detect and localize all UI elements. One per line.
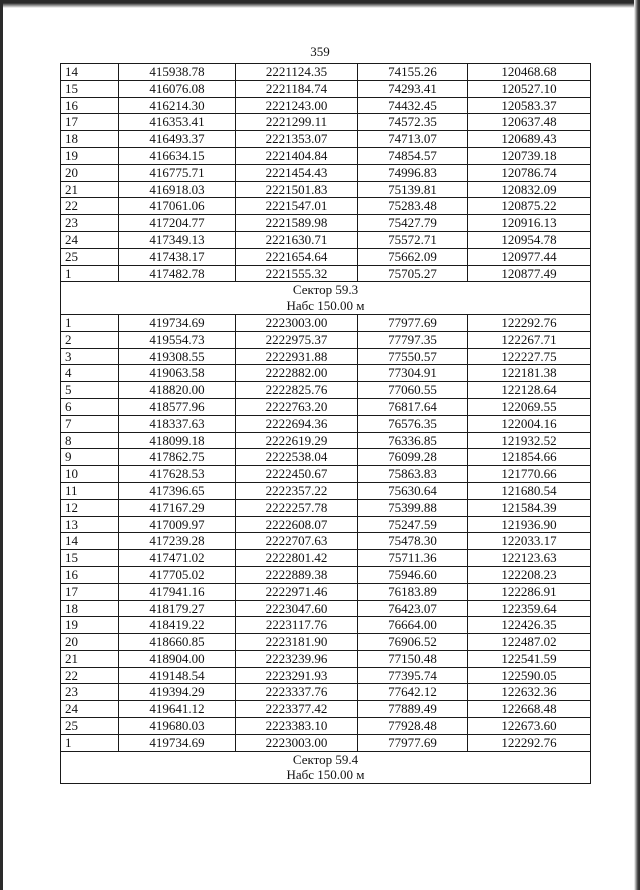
coord-x-cell: 416214.30 <box>119 97 236 114</box>
coord-y-cell: 2222882.00 <box>236 365 358 382</box>
point-number-cell: 9 <box>61 449 119 466</box>
local-y-cell: 121584.39 <box>468 499 591 516</box>
local-y-cell: 122123.63 <box>468 550 591 567</box>
point-number-cell: 12 <box>61 499 119 516</box>
point-number-cell: 16 <box>61 566 119 583</box>
table-row <box>61 650 591 667</box>
table-row <box>61 398 591 415</box>
point-number-cell: 11 <box>61 482 119 499</box>
coord-x-cell: 418419.22 <box>119 617 236 634</box>
table-row <box>61 248 591 265</box>
table-row <box>61 449 591 466</box>
local-x-cell: 75705.27 <box>358 265 468 282</box>
coord-x-cell: 415938.78 <box>119 64 236 81</box>
local-x-cell: 76336.85 <box>358 432 468 449</box>
coord-x-cell: 418660.85 <box>119 634 236 651</box>
sector-header-row <box>61 282 591 315</box>
coord-x-cell: 417239.28 <box>119 533 236 550</box>
coord-x-cell: 417862.75 <box>119 449 236 466</box>
coord-y-cell: 2222825.76 <box>236 382 358 399</box>
coord-y-cell: 2221555.32 <box>236 265 358 282</box>
point-number-cell: 10 <box>61 466 119 483</box>
coord-x-cell: 417061.06 <box>119 198 236 215</box>
table-row <box>61 331 591 348</box>
point-number-cell: 24 <box>61 701 119 718</box>
sector-59-4-header <box>61 751 591 784</box>
table-row <box>61 215 591 232</box>
table-row <box>61 466 591 483</box>
local-x-cell: 75247.59 <box>358 516 468 533</box>
table-row <box>61 432 591 449</box>
local-x-cell: 75630.64 <box>358 482 468 499</box>
local-x-cell: 77304.91 <box>358 365 468 382</box>
local-y-cell: 120954.78 <box>468 231 591 248</box>
local-y-cell: 122227.75 <box>468 348 591 365</box>
coord-x-cell: 417349.13 <box>119 231 236 248</box>
local-y-cell: 121680.54 <box>468 482 591 499</box>
coord-y-cell: 2221299.11 <box>236 114 358 131</box>
local-x-cell: 77150.48 <box>358 650 468 667</box>
table-row <box>61 684 591 701</box>
local-x-cell: 74432.45 <box>358 97 468 114</box>
local-y-cell: 120527.10 <box>468 80 591 97</box>
coord-x-cell: 419554.73 <box>119 331 236 348</box>
point-number-cell: 22 <box>61 198 119 215</box>
table-row <box>61 499 591 516</box>
coord-x-cell: 419308.55 <box>119 348 236 365</box>
coord-x-cell: 416775.71 <box>119 164 236 181</box>
coord-x-cell: 417471.02 <box>119 550 236 567</box>
local-y-cell: 120739.18 <box>468 147 591 164</box>
point-number-cell: 23 <box>61 215 119 232</box>
local-x-cell: 74572.35 <box>358 114 468 131</box>
coord-x-cell: 418904.00 <box>119 650 236 667</box>
table-row <box>61 147 591 164</box>
coord-y-cell: 2222450.67 <box>236 466 358 483</box>
table-row <box>61 97 591 114</box>
point-number-cell: 7 <box>61 415 119 432</box>
local-x-cell: 75139.81 <box>358 181 468 198</box>
point-number-cell: 15 <box>61 550 119 567</box>
coord-y-cell: 2223047.60 <box>236 600 358 617</box>
table-row <box>61 382 591 399</box>
page-number: 359 <box>310 44 330 59</box>
local-y-cell: 120637.48 <box>468 114 591 131</box>
coord-x-cell: 417204.77 <box>119 215 236 232</box>
local-y-cell: 120977.44 <box>468 248 591 265</box>
local-x-cell: 74293.41 <box>358 80 468 97</box>
coord-y-cell: 2222257.78 <box>236 499 358 516</box>
local-x-cell: 77060.55 <box>358 382 468 399</box>
coord-y-cell: 2222763.20 <box>236 398 358 415</box>
coord-y-cell: 2222801.42 <box>236 550 358 567</box>
table-row <box>61 114 591 131</box>
coord-x-cell: 417482.78 <box>119 265 236 282</box>
table-row <box>61 617 591 634</box>
coord-x-cell: 418337.63 <box>119 415 236 432</box>
local-x-cell: 77889.49 <box>358 701 468 718</box>
point-number-cell: 25 <box>61 248 119 265</box>
local-x-cell: 76423.07 <box>358 600 468 617</box>
coord-x-cell: 418820.00 <box>119 382 236 399</box>
coord-x-cell: 417009.97 <box>119 516 236 533</box>
local-x-cell: 76817.64 <box>358 398 468 415</box>
local-y-cell: 122069.55 <box>468 398 591 415</box>
block-top-body <box>61 64 591 282</box>
coord-y-cell: 2222707.63 <box>236 533 358 550</box>
local-y-cell: 122004.16 <box>468 415 591 432</box>
coord-y-cell: 2222608.07 <box>236 516 358 533</box>
table-row <box>61 365 591 382</box>
point-number-cell: 17 <box>61 114 119 131</box>
local-y-cell: 122359.64 <box>468 600 591 617</box>
local-x-cell: 77550.57 <box>358 348 468 365</box>
local-x-cell: 77928.48 <box>358 718 468 735</box>
sector-title: Сектор 59.4 <box>292 751 359 767</box>
local-x-cell: 74713.07 <box>358 131 468 148</box>
local-x-cell: 75427.79 <box>358 215 468 232</box>
point-number-cell: 1 <box>61 734 119 751</box>
point-number-cell: 21 <box>61 650 119 667</box>
point-number-cell: 20 <box>61 164 119 181</box>
coord-x-cell: 417705.02 <box>119 566 236 583</box>
point-number-cell: 17 <box>61 583 119 600</box>
table-row <box>61 583 591 600</box>
table-row <box>61 634 591 651</box>
coord-y-cell: 2221589.98 <box>236 215 358 232</box>
coord-y-cell: 2221654.64 <box>236 248 358 265</box>
scan-edge-top <box>0 0 640 8</box>
sector-height: Набс 150.00 м <box>286 767 365 783</box>
coord-y-cell: 2222971.46 <box>236 583 358 600</box>
coord-y-cell: 2222619.29 <box>236 432 358 449</box>
coord-y-cell: 2223117.76 <box>236 617 358 634</box>
table-row <box>61 415 591 432</box>
local-x-cell: 74996.83 <box>358 164 468 181</box>
point-number-cell: 8 <box>61 432 119 449</box>
coord-x-cell: 417438.17 <box>119 248 236 265</box>
point-number-cell: 6 <box>61 398 119 415</box>
local-y-cell: 121770.66 <box>468 466 591 483</box>
point-number-cell: 25 <box>61 718 119 735</box>
coord-y-cell: 2221404.84 <box>236 147 358 164</box>
table-row <box>61 164 591 181</box>
coord-x-cell: 417941.16 <box>119 583 236 600</box>
coord-x-cell: 416076.08 <box>119 80 236 97</box>
scan-edge-right <box>634 0 640 890</box>
table-row <box>61 265 591 282</box>
local-y-cell: 121854.66 <box>468 449 591 466</box>
point-number-cell: 15 <box>61 80 119 97</box>
coord-y-cell: 2221547.01 <box>236 198 358 215</box>
coord-y-cell: 2221454.43 <box>236 164 358 181</box>
coord-y-cell: 2221184.74 <box>236 80 358 97</box>
local-x-cell: 77642.12 <box>358 684 468 701</box>
coord-x-cell: 418099.18 <box>119 432 236 449</box>
point-number-cell: 13 <box>61 516 119 533</box>
local-x-cell: 75863.83 <box>358 466 468 483</box>
local-y-cell: 120786.74 <box>468 164 591 181</box>
coord-y-cell: 2221353.07 <box>236 131 358 148</box>
local-x-cell: 75662.09 <box>358 248 468 265</box>
table-row <box>61 131 591 148</box>
table-row <box>61 314 591 331</box>
coord-x-cell: 419734.69 <box>119 734 236 751</box>
point-number-cell: 18 <box>61 600 119 617</box>
local-y-cell: 122668.48 <box>468 701 591 718</box>
coord-y-cell: 2223337.76 <box>236 684 358 701</box>
point-number-cell: 5 <box>61 382 119 399</box>
local-y-cell: 122292.76 <box>468 734 591 751</box>
coord-x-cell: 416353.41 <box>119 114 236 131</box>
point-number-cell: 16 <box>61 97 119 114</box>
local-y-cell: 122487.02 <box>468 634 591 651</box>
coord-x-cell: 418179.27 <box>119 600 236 617</box>
local-y-cell: 120916.13 <box>468 215 591 232</box>
local-x-cell: 75946.60 <box>358 566 468 583</box>
table-row <box>61 231 591 248</box>
table-row <box>61 80 591 97</box>
point-number-cell: 23 <box>61 684 119 701</box>
point-number-cell: 2 <box>61 331 119 348</box>
coord-x-cell: 416918.03 <box>119 181 236 198</box>
local-x-cell: 75283.48 <box>358 198 468 215</box>
point-number-cell: 14 <box>61 64 119 81</box>
table-row <box>61 566 591 583</box>
sector-header-cell <box>61 751 591 784</box>
local-y-cell: 122541.59 <box>468 650 591 667</box>
local-y-cell: 120875.22 <box>468 198 591 215</box>
coord-x-cell: 419394.29 <box>119 684 236 701</box>
local-y-cell: 120468.68 <box>468 64 591 81</box>
local-y-cell: 120877.49 <box>468 265 591 282</box>
local-y-cell: 120689.43 <box>468 131 591 148</box>
local-x-cell: 75399.88 <box>358 499 468 516</box>
coord-y-cell: 2223383.10 <box>236 718 358 735</box>
point-number-cell: 19 <box>61 147 119 164</box>
local-y-cell: 120583.37 <box>468 97 591 114</box>
table-row <box>61 667 591 684</box>
coord-y-cell: 2222931.88 <box>236 348 358 365</box>
point-number-cell: 18 <box>61 131 119 148</box>
sector-59-3-header <box>61 282 591 315</box>
coord-y-cell: 2223181.90 <box>236 634 358 651</box>
coord-x-cell: 419734.69 <box>119 314 236 331</box>
coord-y-cell: 2222357.22 <box>236 482 358 499</box>
table-row <box>61 516 591 533</box>
local-x-cell: 76099.28 <box>358 449 468 466</box>
local-y-cell: 122208.23 <box>468 566 591 583</box>
local-x-cell: 77977.69 <box>358 314 468 331</box>
local-x-cell: 75478.30 <box>358 533 468 550</box>
point-number-cell: 1 <box>61 314 119 331</box>
sector-59-3-body <box>61 314 591 751</box>
coord-x-cell: 419063.58 <box>119 365 236 382</box>
coord-y-cell: 2223003.00 <box>236 314 358 331</box>
table-row <box>61 198 591 215</box>
local-y-cell: 120832.09 <box>468 181 591 198</box>
table-row <box>61 734 591 751</box>
local-y-cell: 121936.90 <box>468 516 591 533</box>
point-number-cell: 20 <box>61 634 119 651</box>
local-x-cell: 75711.36 <box>358 550 468 567</box>
local-y-cell: 122673.60 <box>468 718 591 735</box>
local-y-cell: 122128.64 <box>468 382 591 399</box>
local-y-cell: 122292.76 <box>468 314 591 331</box>
coord-x-cell: 418577.96 <box>119 398 236 415</box>
table-row <box>61 701 591 718</box>
coord-y-cell: 2223291.93 <box>236 667 358 684</box>
local-y-cell: 122181.38 <box>468 365 591 382</box>
local-y-cell: 122267.71 <box>468 331 591 348</box>
point-number-cell: 4 <box>61 365 119 382</box>
point-number-cell: 1 <box>61 265 119 282</box>
table-row <box>61 718 591 735</box>
coord-x-cell: 416634.15 <box>119 147 236 164</box>
point-number-cell: 22 <box>61 667 119 684</box>
coord-y-cell: 2221630.71 <box>236 231 358 248</box>
point-number-cell: 24 <box>61 231 119 248</box>
scan-edge-left <box>0 0 3 890</box>
point-number-cell: 19 <box>61 617 119 634</box>
local-x-cell: 76906.52 <box>358 634 468 651</box>
local-x-cell: 74155.26 <box>358 64 468 81</box>
local-x-cell: 74854.57 <box>358 147 468 164</box>
local-x-cell: 75572.71 <box>358 231 468 248</box>
coord-x-cell: 419641.12 <box>119 701 236 718</box>
local-y-cell: 122286.91 <box>468 583 591 600</box>
coord-x-cell: 417396.65 <box>119 482 236 499</box>
local-y-cell: 122033.17 <box>468 533 591 550</box>
sector-height: Набс 150.00 м <box>286 298 365 314</box>
coord-y-cell: 2221124.35 <box>236 64 358 81</box>
point-number-cell: 3 <box>61 348 119 365</box>
coord-x-cell: 417628.53 <box>119 466 236 483</box>
coord-x-cell: 417167.29 <box>119 499 236 516</box>
coord-y-cell: 2223377.42 <box>236 701 358 718</box>
local-x-cell: 76183.89 <box>358 583 468 600</box>
coordinates-table <box>60 63 591 784</box>
table-row <box>61 482 591 499</box>
coord-y-cell: 2222975.37 <box>236 331 358 348</box>
coord-x-cell: 416493.37 <box>119 131 236 148</box>
coord-x-cell: 419680.03 <box>119 718 236 735</box>
local-x-cell: 77797.35 <box>358 331 468 348</box>
local-y-cell: 122426.35 <box>468 617 591 634</box>
point-number-cell: 21 <box>61 181 119 198</box>
table-row <box>61 550 591 567</box>
coord-x-cell: 419148.54 <box>119 667 236 684</box>
coord-y-cell: 2222538.04 <box>236 449 358 466</box>
table-row <box>61 600 591 617</box>
coord-y-cell: 2221501.83 <box>236 181 358 198</box>
local-x-cell: 77395.74 <box>358 667 468 684</box>
point-number-cell: 14 <box>61 533 119 550</box>
local-y-cell: 121932.52 <box>468 432 591 449</box>
table-row <box>61 181 591 198</box>
coord-y-cell: 2222694.36 <box>236 415 358 432</box>
coord-y-cell: 2223239.96 <box>236 650 358 667</box>
table-row <box>61 64 591 81</box>
local-y-cell: 122632.36 <box>468 684 591 701</box>
local-x-cell: 76576.35 <box>358 415 468 432</box>
coord-y-cell: 2221243.00 <box>236 97 358 114</box>
local-y-cell: 122590.05 <box>468 667 591 684</box>
coord-y-cell: 2222889.38 <box>236 566 358 583</box>
coord-y-cell: 2223003.00 <box>236 734 358 751</box>
table-row <box>61 348 591 365</box>
sector-header-cell <box>61 282 591 315</box>
table-row <box>61 533 591 550</box>
sector-title: Сектор 59.3 <box>292 282 359 298</box>
local-x-cell: 76664.00 <box>358 617 468 634</box>
local-x-cell: 77977.69 <box>358 734 468 751</box>
sector-header-row <box>61 751 591 784</box>
